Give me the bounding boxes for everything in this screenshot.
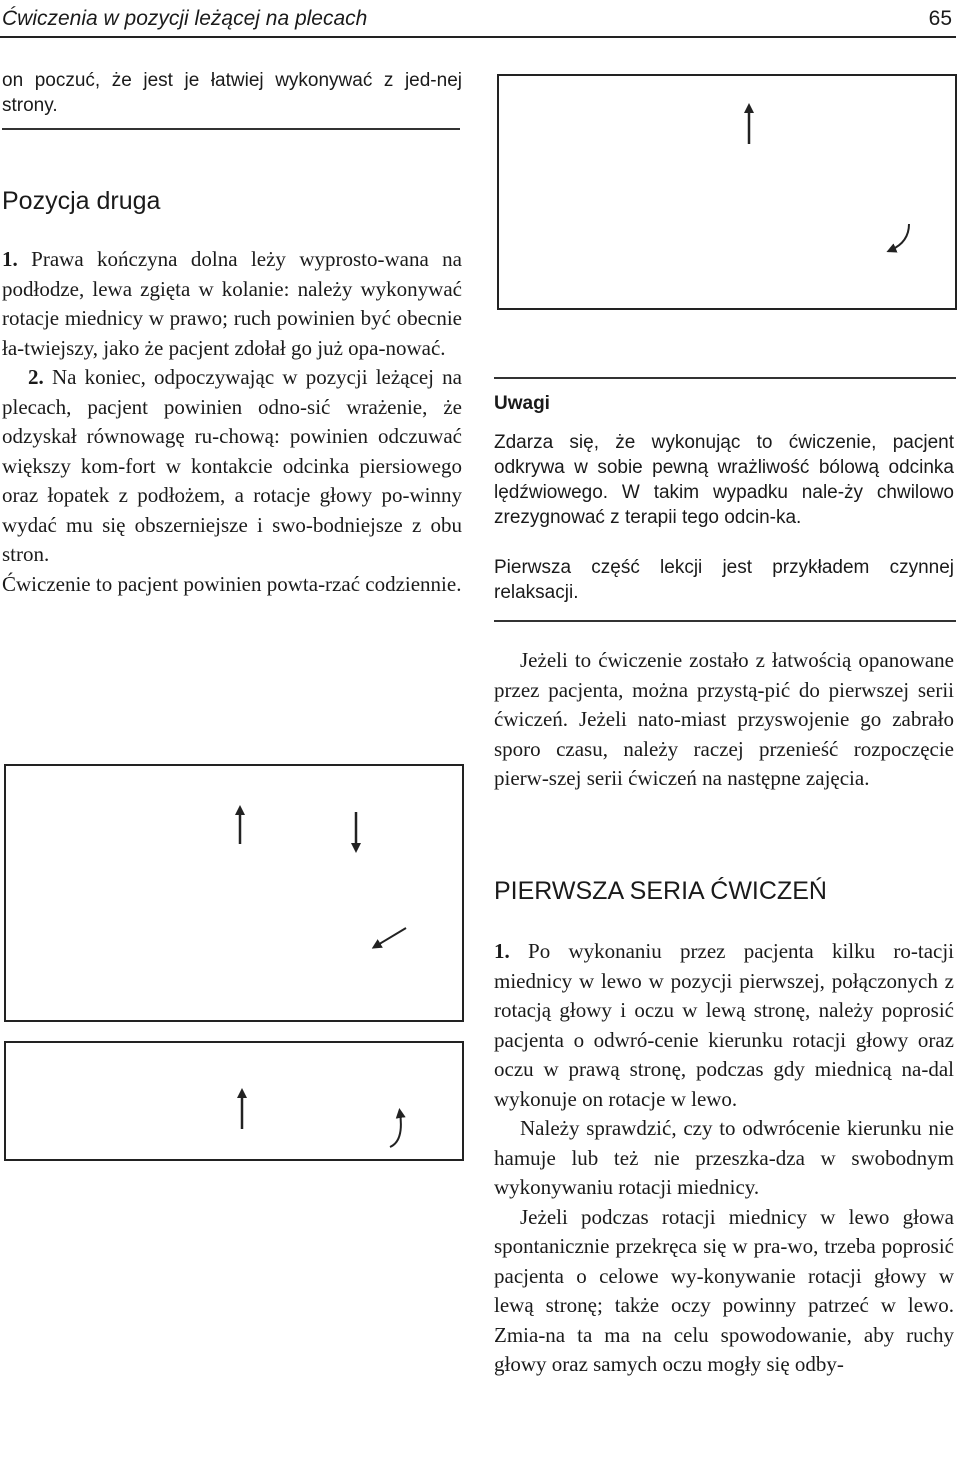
item-number: 2. — [28, 365, 44, 389]
page-number: 65 — [928, 7, 952, 30]
figure-arrows — [6, 766, 462, 1020]
exercise-item-2 — [2, 363, 462, 570]
right-body — [494, 937, 954, 1380]
item-number: 1. — [2, 247, 18, 271]
intro-text: on poczuć, że jest je łatwiej wykonywać z jed-nej strony. — [2, 70, 462, 116]
item-number: 1. — [494, 939, 510, 963]
curved-down-left-arrow — [891, 224, 909, 250]
notes-paragraph-1: Zdarza się, że wykonując to ćwiczenie, pacjent odkrywa w sobie pewną wrażliwość bólową odcinka lędźwiowego. W takim wypadku nale-ży chwilowo zrezygnować z terapii tego odcin-ka. — [494, 432, 954, 528]
figure-middle-left — [4, 764, 464, 1022]
figure-top-right — [497, 74, 957, 310]
figure-bottom-left — [4, 1041, 464, 1161]
notes-rule — [494, 377, 956, 379]
exercise-item-1 — [2, 245, 462, 363]
curved-up-arrow — [390, 1113, 401, 1147]
item-text: Po wykonaniu przez pacjenta kilku ro-tacji miednicy w lewo w pozycji pierwszej, połączonych z rotacją głowy i oczu w lewą stronę, należy poprosić pacjenta o odwró-cenie kierunku rotacji głowy oraz oczu w prawą stronę, podczas gdy miednicą na-dal wykonuje on rotacje w lewo. — [494, 939, 954, 1111]
figure-arrows — [6, 1043, 462, 1159]
series-item-1 — [494, 937, 954, 1114]
diagonal-down-left-arrow — [376, 928, 406, 946]
running-head — [0, 4, 956, 34]
closing-text: Ćwiczenie to pacjent powinien powta-rzać codziennie. — [2, 571, 462, 596]
item-text: Na koniec, odpoczywając w pozycji leżącej na plecach, pacjent powinien odno-sić wrażenie, że odzyskał równowagę ru-chową: powinien odczuwać większy kom-fort w kontakcie odcinka piersiowego oraz łopatek z podłożem, a rotacje głowy po-winny wydać mu się obszerniejsze i swo-bodniejsze z obu stron. — [2, 365, 463, 566]
series-heading: PIERWSZA SERIA ĆWICZEŃ — [494, 877, 827, 905]
section-rule — [2, 128, 460, 130]
follow-up-text: Jeżeli to ćwiczenie zostało z łatwością opanowane przez pacjenta, można przystą-pić do pierwszej serii ćwiczeń. Jeżeli nato-miast przyswojenie go zabrało sporo czasu, należy raczej przenieść rozpoczęcie pierw-szej serii ćwiczeń na następne zajęcia. — [494, 648, 954, 790]
running-head-title: Ćwiczenia w pozycji leżącej na plecach — [2, 7, 368, 30]
header-rule — [0, 36, 956, 38]
section-heading: Pozycja druga — [2, 187, 161, 215]
left-body — [2, 245, 462, 599]
notes-end-rule — [494, 620, 956, 622]
paragraph-check: Należy sprawdzić, czy to odwrócenie kierunku nie hamuje lub też nie przeszka-dza w swobodnym wykonywaniu rotacji miednicy. — [494, 1116, 954, 1199]
figure-arrows — [499, 76, 955, 308]
paragraph-if: Jeżeli podczas rotacji miednicy w lewo głowa spontanicznie przekręca się w pra-wo, trzeba poprosić pacjenta o celowe wy-konywanie rotacji głowy w lewą stronę; także oczy powinny patrzeć w lewo. Zmia-na ta ma na celu spowodowanie, aby ruchy głowy oraz samych oczu mogły się odby- — [494, 1204, 954, 1376]
notes-paragraph-2: Pierwsza część lekcji jest przykładem czynnej relaksacji. — [494, 557, 954, 603]
item-text: Prawa kończyna dolna leży wyprosto-wana na podłodze, lewa zgięta w kolanie: należy wykonywać rotacje miednicy w prawo; ruch powinien być obecnie ła-twiejszy, jako że pacjent zdołał go już opa-nować. — [2, 247, 462, 360]
notes-title: Uwagi — [494, 393, 550, 414]
